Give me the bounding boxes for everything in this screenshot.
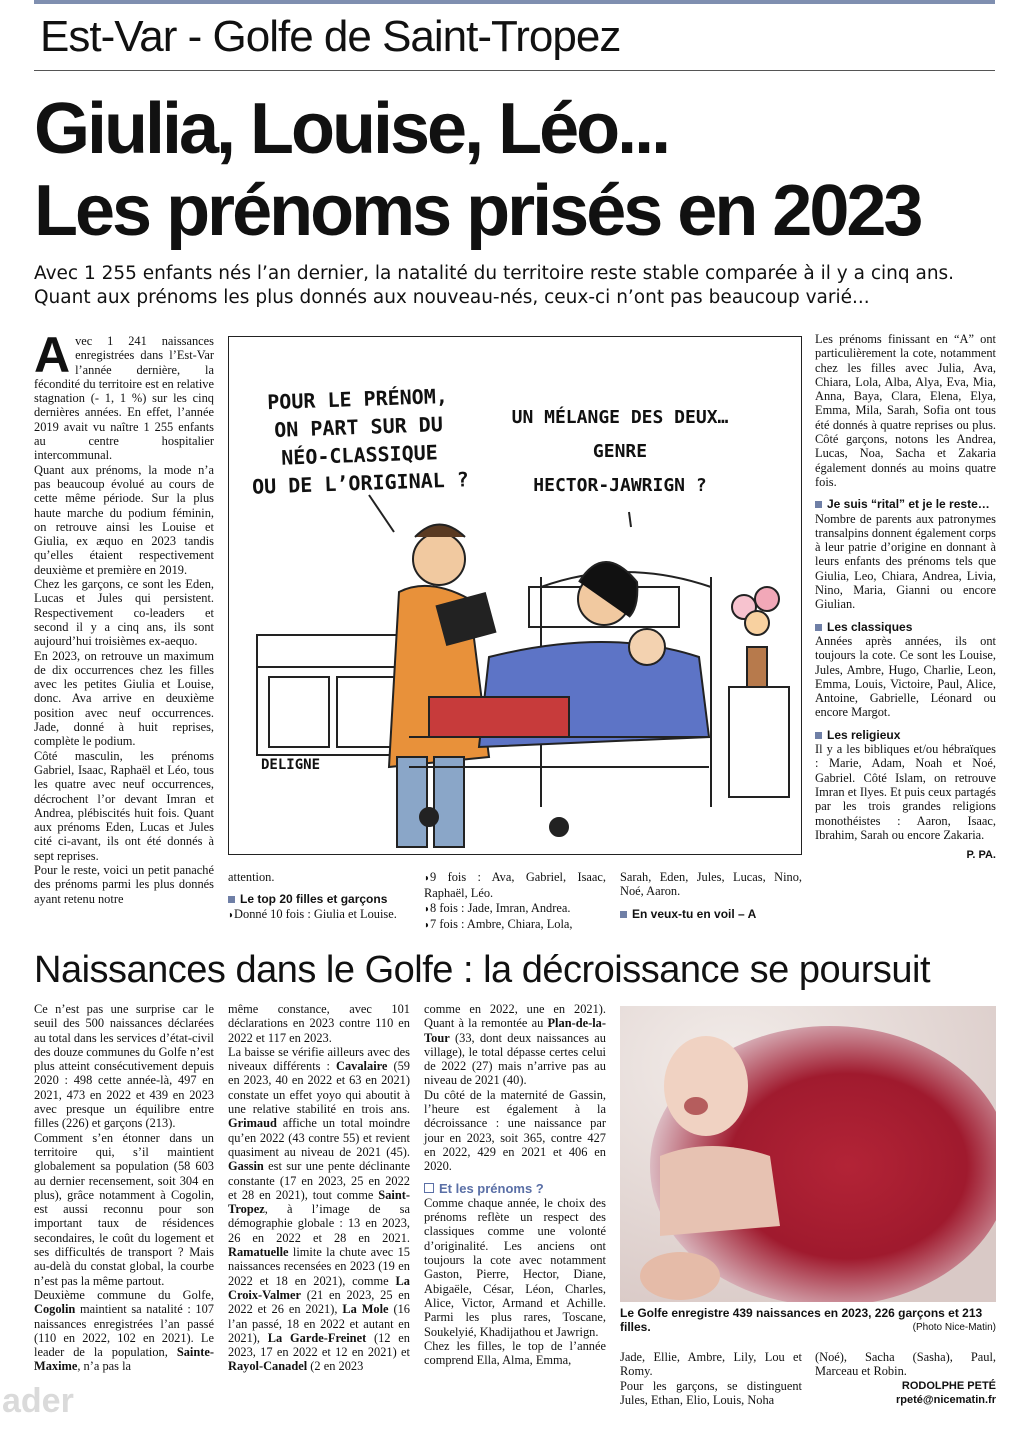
- article1-para-3: Chez les garçons, ce sont les Eden, Lucas et Jules qui persistent. Respectivement co-leaders et second il y a cinq ans, ils sont aujourd’hui troisièmes ex-aequo.: [34, 577, 214, 649]
- triangle-bullet-icon: ◗: [424, 873, 431, 884]
- standfirst: Avec 1 255 enfants nés l’an dernier, la natalité du territoire reste stable comparée à il y a cinq ans. Quant aux prénoms les plus donnés aux nouveau-nés, ceux-ci n’ont pas beaucoup varié...: [34, 263, 955, 308]
- bubble-doctor-line-3: NÉO-CLASSIQUE: [280, 440, 439, 470]
- town-rayol-canadel: Rayol-Canadel: [228, 1359, 308, 1374]
- article2-col4-text: Jade, Ellie, Ambre, Lily, Lou et Romy. Pour les garçons, se distinguent Jules, Ethan, Elio, Louis, Noha: [620, 1350, 802, 1407]
- bubble-mother-line-2: GENRE: [592, 441, 648, 462]
- prenoms-heading: [424, 1182, 606, 1196]
- text-run: , à l’image de sa démographie globale : 13 en 2023, 26 en 2022 et 28 en 2021.: [228, 1202, 410, 1245]
- town-sainte-maxime: Sainte-Maxime: [34, 1345, 214, 1374]
- text-run: affiche un total moindre qu’en 2022 (43 contre 55) et revient quasiment au niveau de 2021 (45).: [228, 1116, 410, 1159]
- article1-para-5: Côté masculin, les prénoms Gabriel, Isaac, Raphaël et Léo, tous les quatre avec neuf occurrences, décrochent l’or devant Imran et Andrea, plébiscités huit fois. Quant aux prénoms Eden, Lucas et Jules cité ci-avant, ils ont été donnés à sept reprises.: [34, 748, 214, 863]
- text-run: limite la chute avec 15 naissances recensées en 2023 (19 en 2022 et 18 en 2021), comme: [228, 1245, 410, 1288]
- text-run: (21 en 2023, 25 en 2022 et 26 en 2021),: [228, 1287, 410, 1317]
- top20-heading: [228, 892, 410, 906]
- town-saint-tropez: Saint-Tropez: [228, 1187, 410, 1217]
- bubble-doctor-line-1: POUR LE PRÉNOM,: [266, 383, 449, 415]
- cartoon: [228, 336, 802, 855]
- article2-col4: [620, 1350, 802, 1407]
- photo-caption: Le Golfe enregistre 439 naissances en 2023, 226 garçons et 213 filles.: [620, 1306, 983, 1334]
- bubble-mother-line-3: HECTOR-JAWRIGN ?: [533, 475, 707, 496]
- top20-col2: [424, 870, 606, 933]
- speech-bubble-doctor: [237, 381, 481, 501]
- article2-col3: [424, 1002, 606, 1367]
- triangle-bullet-icon: ◗: [424, 903, 431, 915]
- speech-bubble-mother: [475, 401, 765, 503]
- prenoms-heading-text: Et les prénoms ?: [439, 1180, 544, 1196]
- section-rubric: Est-Var - Golfe de Saint-Tropez: [40, 12, 621, 61]
- top20-col3: [620, 870, 802, 921]
- town-cogolin: Cogolin: [34, 1302, 76, 1317]
- ending-a-para: Les prénoms finissant en “A” ont particulièrement la cote, notamment chez les filles avec Julia, Ava, Chiara, Lola, Alba, Alya, Eva, Mia, Anna, Baya, Clara, Elena, Elya, Emma, Mila, Sarah, Sofia ont tous été donnés à quatre reprises ou plus. Côté garçons, notons les Andrea, Lucas, Noa, Sacha et Zakaria également donnés au moins quatre fois.: [815, 332, 996, 489]
- article1-signature: P. PA.: [966, 849, 996, 862]
- article2-col3-para-2: Du côté de la maternité de Gassin, l’heure est également à la décroissance : une naissance par jour en 2023, soit 365, contre 427 en 2022, 429 en 2021 et 406 en 2020.: [424, 1087, 606, 1174]
- square-bullet-icon: [815, 501, 822, 508]
- ending-a-heading-text: En veux-tu en voil – A: [632, 906, 757, 921]
- rital-heading-text: Je suis “rital” et je le reste…: [827, 497, 990, 512]
- bubble-doctor-line-4: OU DE L’ORIGINAL ?: [251, 467, 470, 499]
- article1-col1: [34, 327, 214, 906]
- text-run: (2 en 2023: [310, 1359, 364, 1374]
- author-name: RODOLPHE PETÉ: [901, 1379, 996, 1392]
- town-la-garde-freinet: La Garde-Freinet: [267, 1330, 367, 1345]
- top20-col1: [228, 870, 410, 923]
- article1-para-6: Pour le reste, voici un petit panaché des prénoms parmi les plus donnés ayant retenu notre: [34, 862, 214, 906]
- article2-para-3: [34, 1288, 214, 1374]
- top20-item-9: 9 fois : Ava, Gabriel, Isaac, Raphaël, Léo.: [424, 870, 606, 901]
- square-bullet-icon: [228, 896, 235, 903]
- religieux-para: Il y a les bibliques et/ou hébraïques : Marie, Adam, Noah et Noé, Gabriel. Côté Islam, on retrouve Imran et Ilyes. Et puis ceux partagés par les trois grandes religions monothéistes : Aaron, Isaac, Ibrahim, Sarah ou encore Zakaria.: [815, 742, 996, 842]
- article2-col2: [228, 1002, 410, 1374]
- town-gassin: Gassin: [228, 1159, 264, 1174]
- article2-col5: [815, 1350, 996, 1407]
- baby-photo: [620, 1006, 996, 1302]
- town-la-mole: La Mole: [342, 1302, 389, 1317]
- top20-item-7: 7 fois : Ambre, Chiara, Lola,: [430, 916, 573, 931]
- article2-col2-para-1: même constance, avec 101 déclarations en 2023 contre 110 en 2022 et 117 en 2023.: [228, 1002, 410, 1045]
- checkbox-icon: [424, 1183, 434, 1193]
- ending-a-heading: [620, 907, 802, 921]
- text-run: (33, dont deux naissances au village), le total dépasse certes celui de 2022 (27) mais n’arrive pas au niveau de 2021 (40).: [424, 1030, 606, 1088]
- photo-image: [620, 1006, 996, 1302]
- square-bullet-icon: [815, 624, 822, 631]
- article2-col3-para-1: [424, 1002, 606, 1088]
- article2-title: Naissances dans le Golfe : la décroissance se poursuit: [34, 949, 931, 991]
- triangle-bullet-icon: ◗: [228, 909, 235, 921]
- text-run: (16 l’an passé, 18 en 2022 et autant en 2021),: [228, 1302, 410, 1345]
- text-run: (12 en 2023, 17 en 2022 et 12 en 2021) et: [228, 1330, 410, 1360]
- headline: [34, 88, 920, 252]
- article2-col5-text: (Noé), Sacha (Sasha), Paul, Marceau et Robin.: [815, 1350, 996, 1379]
- article2-col3-para-4: Chez les filles, le top de l’année comprend Ella, Alma, Emma,: [424, 1338, 606, 1368]
- text-run: maintient sa natalité : 107 naissances enregistrées l’an passé (110 en 2022, 102 en 2021). Le leader de la population,: [34, 1302, 214, 1360]
- top-rule: [34, 0, 995, 4]
- article1-para-2: Quant aux prénoms, la mode n’a pas beaucoup évolué au cours de cette même période. Sur la plus haute marche du podium féminin, on retrouve ainsi les Louise et Giulia, ex æquo en 2023 tandis qu’elles étaient respectivement deuxième et première en 2019.: [34, 462, 214, 577]
- article2-para-1: Ce n’est pas une surprise car le seuil des 500 naissances déclarées au total dans les services d’état-civil des douze communes du Golfe n’est plus atteint consécutivement depuis 2020 : 498 cette année-là, 497 en 2021, 473 en 2022 et 439 en 2023 avec presque un équilibre entre filles (226) et garçons (213).: [34, 1002, 214, 1131]
- rubric-divider: [34, 70, 995, 71]
- article1-para-1: vec 1 241 naissances enregistrées dans l’Est-Var l’année dernière, la fécondité du territoire est en relative stagnation (- 1, 1 %) sur les cinq dernières années. En effet, l’année 2019 avait vu naître 1 255 enfants au centre hospitalier intercommunal.: [34, 334, 214, 463]
- text-run: , n’a pas la: [77, 1359, 132, 1374]
- classiques-heading: [815, 620, 996, 634]
- top20-heading-text: Le top 20 filles et garçons: [240, 892, 388, 907]
- top20-item-10: Donné 10 fois : Giulia et Louise.: [234, 906, 397, 921]
- text-run: est sur une pente déclinante constante (17 en 2023, 25 en 2022 et 28 en 2021), tout comme: [228, 1159, 410, 1202]
- cartoonist-signature: DELIGNE: [261, 757, 321, 773]
- text-run: (59 en 2023, 40 en 2022 et 63 en 2021) constate un effet yoyo qui aboutit à une relative stabilité en trois ans.: [228, 1059, 410, 1117]
- top20-intro-end: attention.: [228, 870, 275, 884]
- classiques-para: Années après années, ils ont toujours la cote. Ce sont les Louise, Jules, Ambre, Hugo, Charlie, Leon, Emma, Louis, Victoire, Paul, Alice, Antoine, Gabrielle, Léonard ou encore Margot.: [815, 633, 996, 720]
- article1-col-right: [815, 332, 996, 862]
- classiques-heading-text: Les classiques: [827, 619, 913, 634]
- square-bullet-icon: [815, 732, 822, 739]
- town-ramatuelle: Ramatuelle: [228, 1245, 289, 1260]
- photo-credit: (Photo Nice-Matin): [912, 1322, 996, 1333]
- article2-col2-para-2: [228, 1045, 410, 1374]
- article2-para-2: Comment s’en étonner dans un territoire qui, s’il maintient globalement sa population (58 603 au dernier recensement, soit 304 en plus), grâce notamment à Cogolin, est aussi reconnu pour son important taux de résidences secondaires, le coût du logement et ses difficultés de transport ? Mais au-delà du constat global, la courbe n’est pas la même partout.: [34, 1130, 214, 1288]
- article2-col1: [34, 1002, 214, 1374]
- triangle-bullet-icon: ◗: [424, 919, 431, 931]
- headline-line-1: Giulia, Louise, Léo...: [34, 89, 669, 169]
- bubble-doctor-line-2: ON PART SUR DU: [273, 412, 444, 442]
- watermark: ader: [2, 1382, 74, 1420]
- town-la-croix-valmer: La Croix-Valmer: [228, 1273, 410, 1302]
- religieux-heading: [815, 728, 996, 742]
- religieux-heading-text: Les religieux: [827, 727, 901, 742]
- rital-heading: [815, 497, 996, 511]
- dropcap: A: [34, 327, 71, 383]
- town-cavalaire: Cavalaire: [336, 1059, 388, 1074]
- text-run: comme en 2022, une en 2021). Quant à la remontée au: [424, 1002, 606, 1031]
- headline-line-2: Les prénoms prisés en 2023: [34, 171, 921, 251]
- town-plan-de-la-tour: Plan-de-la-Tour: [424, 1016, 606, 1045]
- bubble-mother-line-1: UN MÉLANGE DES DEUX…: [511, 407, 729, 428]
- article1-para-4: En 2023, on retrouve un maximum de dix occurrences chez les filles avec les petites Giulia et Louise, donc. Ava arrive en deuxième position avec neuf occurrences. Jade, donné à huit reprises, complète le podium.: [34, 648, 214, 749]
- top20-item-7-cont: Sarah, Eden, Jules, Lucas, Nino, Noé, Aaron.: [620, 870, 802, 899]
- text-run: La baisse se vérifie ailleurs avec des niveaux différents :: [228, 1044, 410, 1074]
- text-run: Deuxième commune du Golfe,: [34, 1287, 214, 1302]
- author-email: rpeté@nicematin.fr: [896, 1393, 996, 1406]
- town-grimaud: Grimaud: [228, 1116, 277, 1131]
- rital-para: Nombre de parents aux patronymes transalpins donnent également corps à leur patrie d’origine en donnant à leurs enfants des prénoms tels que Giulia, Leo, Chiara, Andrea, Livia, Nino, Maria, Gianni ou encore Giulian.: [815, 511, 996, 612]
- article2-col3-para-3: Comme chaque année, le choix des prénoms reflète un respect des classiques comme une volonté d’originalité. Les anciens ont toujours la cote avec notamment Gaston, Pierre, Hector, Diane, Abigaële, César, Léon, Charles, Alice, Victor, Armand et Achille. Parmi les plus rares, Toscane, Soukelyié, Khadijathou et Jawrign.: [424, 1195, 606, 1339]
- top20-item-8: 8 fois : Jade, Imran, Andrea.: [430, 900, 571, 915]
- square-bullet-icon: [620, 911, 627, 918]
